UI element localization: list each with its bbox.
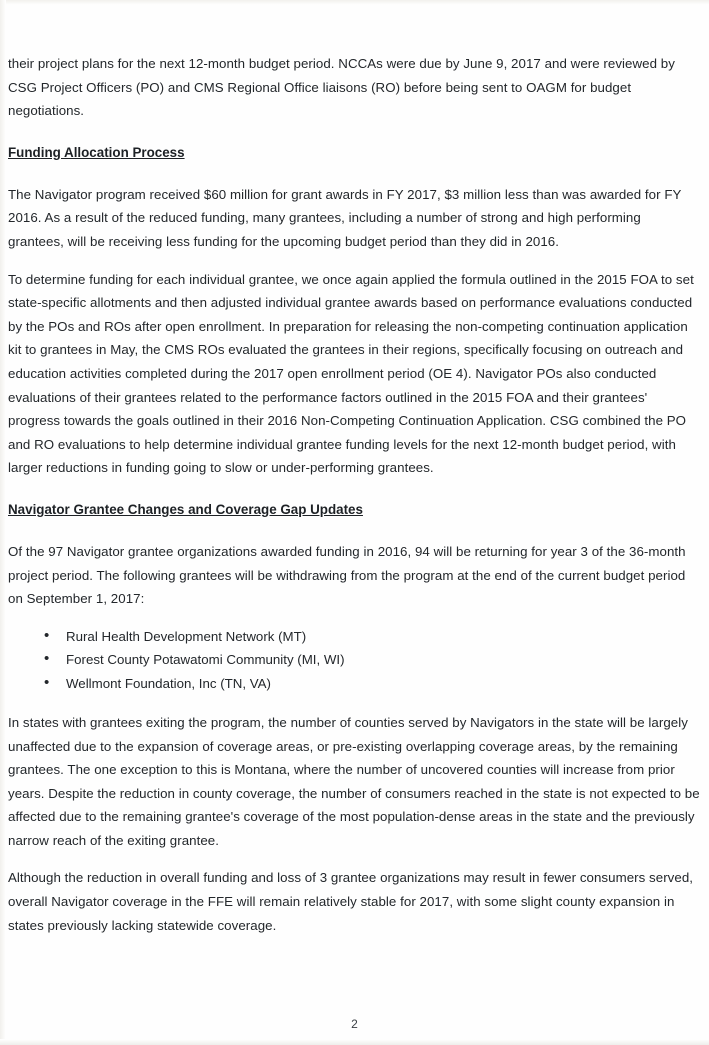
list-item: • Wellmont Foundation, Inc (TN, VA) bbox=[44, 672, 700, 695]
list-item: • Forest County Potawatomi Community (MI, WI) bbox=[44, 648, 700, 671]
page-number: 2 bbox=[351, 1017, 358, 1031]
heading-funding-allocation-process-wrap bbox=[8, 137, 700, 177]
paragraph-navigator-program-funding: The Navigator program received $60 million for grant awards in FY 2017, $3 million less than was awarded for FY 2016. As a result of the reduced funding, many grantees, including a number of strong and high performing grantees, will be receiving less funding for the upcoming budget period than they did in 2016. bbox=[8, 186, 682, 249]
heading-navigator-grantee-changes: Navigator Grantee Changes and Coverage Gap Updates bbox=[8, 501, 363, 517]
list-withdrawing-grantees bbox=[8, 625, 700, 695]
heading-navigator-grantee-changes-wrap bbox=[8, 494, 700, 534]
heading-funding-allocation-process: Funding Allocation Process bbox=[8, 144, 185, 160]
page-edge-shadow-bottom bbox=[0, 1039, 709, 1045]
paragraph-formula-and-evaluations: To determine funding for each individual grantee, we once again applied the formula outlined in the 2015 FOA to set state-specific allotments and then adjusted individual grantee awards based on performance evaluations conducted by the POs and ROs after open enrollment. In preparation for releasing the non-competing continuation application kit to grantees in May, the CMS ROs evaluated the grantees in their regions, specifically focusing on outreach and education activities completed during the 2017 open enrollment period (OE 4). Navigator POs also conducted evaluations of their grantees related to the performance factors outlined in the 2015 FOA and their grantees' progress towards the goals outlined in their 2016 Non-Competing Continuation Application. CSG combined the PO and RO evaluations to help determine individual grantee funding levels for the next 12-month budget period, with larger reductions in funding going to slow or under-performing grantees. bbox=[8, 271, 694, 476]
document-body bbox=[8, 52, 700, 951]
page-edge-shadow-top bbox=[0, 0, 709, 5]
paragraph-grantee-count-returning: Of the 97 Navigator grantee organizations awarded funding in 2016, 94 will be returning for year 3 of the 36-month project period. The following grantees will be withdrawing from the program at the end of the current budget period on September 1, 2017: bbox=[8, 543, 686, 607]
page-edge-shadow-left bbox=[0, 0, 6, 1045]
paragraph-nccas-due: their project plans for the next 12-month budget period. NCCAs were due by June 9, 2017 and were reviewed by CSG Project Officers (PO) and CMS Regional Office liaisons (RO) before being sent to OAGM for budget negotiations. bbox=[8, 56, 675, 119]
paragraph-overall-coverage-stable: Although the reduction in overall funding and loss of 3 grantee organizations may result in fewer consumers served, overall Navigator coverage in the FFE will remain relatively stable for 2017, with some slight county expansion in states previously lacking statewide coverage. bbox=[8, 870, 694, 933]
list-item: • Rural Health Development Network (MT) bbox=[44, 625, 700, 648]
paragraph-county-coverage-impact: In states with grantees exiting the program, the number of counties served by Navigators in the state will be largely unaffected due to the expansion of coverage areas, or pre-existing overlapping coverage areas, by the remaining grantees. The one exception to this is Montana, where the number of uncovered counties will increase from prior years. Despite the reduction in county coverage, the number of consumers reached in the state is not expected to be affected due to the remaining grantee's coverage of the most population-dense areas in the state and the previously narrow reach of the exiting grantee. bbox=[8, 714, 700, 848]
